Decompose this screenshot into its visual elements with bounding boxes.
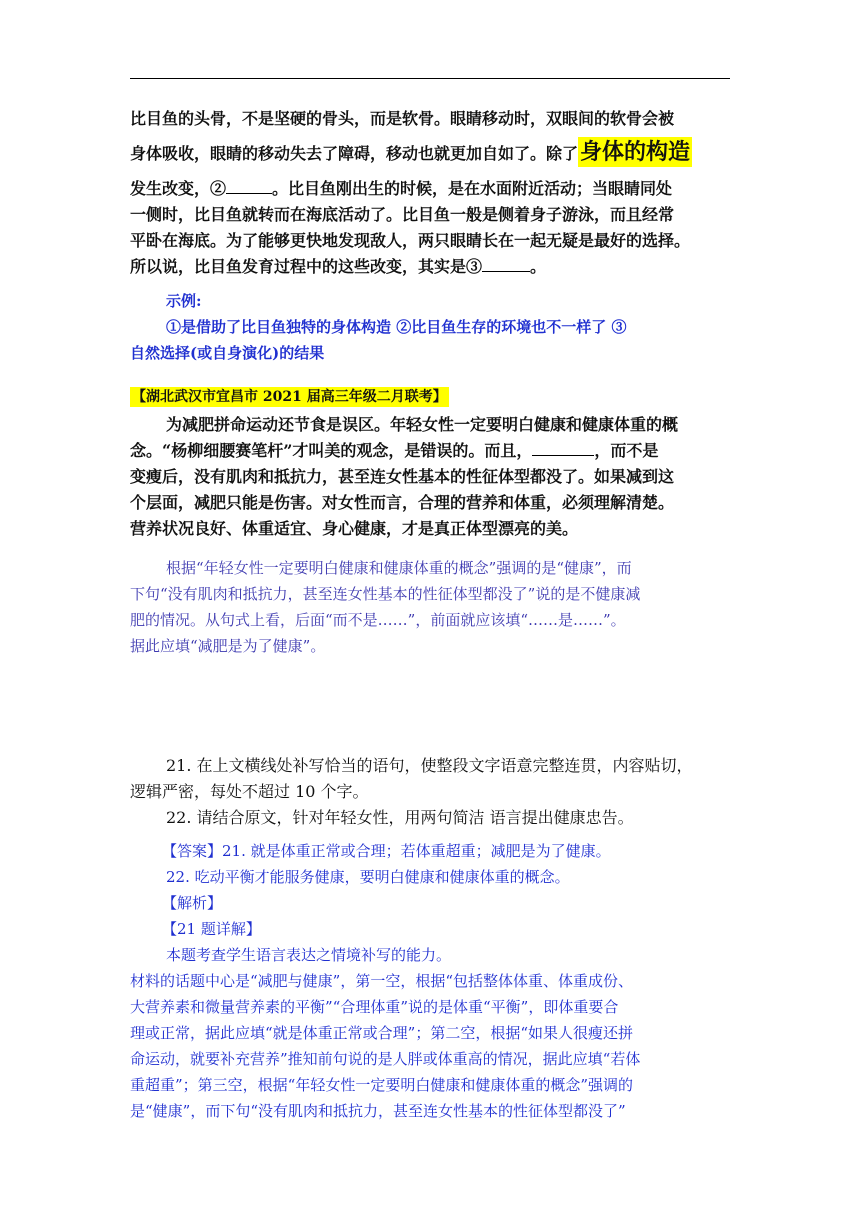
question-22: 22. 请结合原文，针对年轻女性，用两句简洁 语言提出健康忠告。: [166, 808, 634, 827]
passage-text: 。比目鱼刚出生的时候，是在水面附近活动；当眼睛同处: [272, 179, 673, 198]
answer-line: 【答案】21. 就是体重正常或合理；若体重超重；减肥是为了健康。: [162, 842, 611, 860]
question-21: 21. 在上文横线处补写恰当的语句，使整段文字语意完整连贯，内容贴切，: [166, 756, 693, 775]
example-line: ①是借助了比目鱼独特的身体构造 ②比目鱼生存的环境也不一样了 ③: [166, 318, 627, 336]
passage-line: [130, 132, 730, 172]
analysis-label: 【解析】: [162, 894, 223, 912]
fill-blank: [482, 255, 530, 272]
source-tag: 【湖北武汉市宜昌市 2021 届高三年级二月联考】: [132, 389, 447, 405]
passage-line: [130, 438, 730, 464]
example-label: 示例:: [166, 292, 202, 310]
example-line: 自然选择(或自身演化)的结果: [130, 344, 325, 362]
questions: [130, 753, 730, 831]
question-21-cont: 逻辑严密，每处不超过 10 个字。: [130, 782, 369, 801]
passage-text: 发生改变，: [130, 179, 211, 198]
passage-line: 变瘦后，没有肌肉和抵抗力，甚至连女性基本的性征体型都没了。如果减到这: [130, 467, 675, 486]
passage-line: [130, 254, 730, 280]
passage-line: 比目鱼的头骨，不是坚硬的骨头，而是软骨。眼睛移动时，双眼间的软骨会被: [130, 109, 675, 128]
source-tag-row: [130, 386, 730, 406]
blank-number: ②: [210, 179, 227, 198]
answer-line: 材料的话题中心是“减肥与健康”，第一空，根据“包括整体体重、体重成份、: [130, 972, 634, 990]
example-block: [130, 288, 730, 366]
passage-line: 营养状况良好、体重适宜、身心健康，才是真正体型漂亮的美。: [130, 519, 579, 538]
passage-line: 个层面，减肥只能是伤害。对女性而言，合理的营养和体重，必须理解清楚。: [130, 493, 675, 512]
fill-blank: [226, 177, 272, 194]
highlighted-phrase: 身体的构造: [580, 139, 691, 165]
detail-label: 【21 题详解】: [162, 920, 261, 938]
answer-line: 22. 吃动平衡才能服务健康，要明白健康和健康体重的概念。: [166, 868, 570, 886]
header-rule: [130, 78, 730, 79]
answer-line: 是“健康”，而下句“没有肌肉和抵抗力，甚至连女性基本的性征体型都没了”: [130, 1102, 626, 1120]
passage-1: [130, 106, 730, 280]
passage-text: 所以说，比目鱼发育过程中的这些改变，其实是: [130, 257, 467, 276]
answer-line: 本题考查学生语言表达之情境补写的能力。: [166, 946, 452, 964]
blank-number: ③: [466, 257, 483, 276]
explanation-line: 下句“没有肌肉和抵抗力，甚至连女性基本的性征体型都没了”说的是不健康减: [130, 585, 641, 603]
explanation-line: 据此应填“减肥是为了健康”。: [130, 637, 326, 655]
passage-line: 平卧在海底。为了能够更快地发现敌人，两只眼睛长在一起无疑是最好的选择。: [130, 231, 691, 250]
answer-line: 大营养素和微量营养素的平衡”“合理体重”说的是体重“平衡”，即体重要合: [130, 998, 619, 1016]
passage-2: [130, 412, 730, 542]
passage-line: 为减肥拼命运动还节食是误区。年轻女性一定要明白健康和健康体重的概: [166, 415, 679, 434]
answer-block: [130, 838, 730, 1124]
answer-line: 重超重”；第三空，根据“年轻女性一定要明白健康和健康体重的概念”强调的: [130, 1076, 634, 1094]
answer-line: 命运动，就要补充营养”推知前句说的是人胖或体重高的情况，据此应填“若体: [130, 1050, 641, 1068]
passage-text: 身体吸收，眼睛的移动失去了障碍，移动也就更加自如了。除了: [130, 144, 579, 163]
passage-text: ，而不是: [594, 441, 659, 460]
explanation-1: [130, 555, 730, 659]
passage-line: [130, 176, 730, 202]
passage-line: 一侧时，比目鱼就转而在海底活动了。比目鱼一般是侧着身子游泳，而且经常: [130, 205, 675, 224]
explanation-line: 肥的情况。从句式上看，后面“而不是……”，前面就应该填“……是……”。: [130, 611, 626, 629]
passage-text: 。: [530, 257, 547, 276]
passage-text: 念。“杨柳细腰赛笔杆”才叫美的观念，是错误的。而且，: [130, 441, 533, 460]
fill-blank: [532, 439, 594, 456]
explanation-line: 根据“年轻女性一定要明白健康和健康体重的概念”强调的是“健康”，而: [166, 559, 632, 577]
answer-line: 理或正常，据此应填“就是体重正常或合理”；第二空，根据“如果人很瘦还拼: [130, 1024, 634, 1042]
